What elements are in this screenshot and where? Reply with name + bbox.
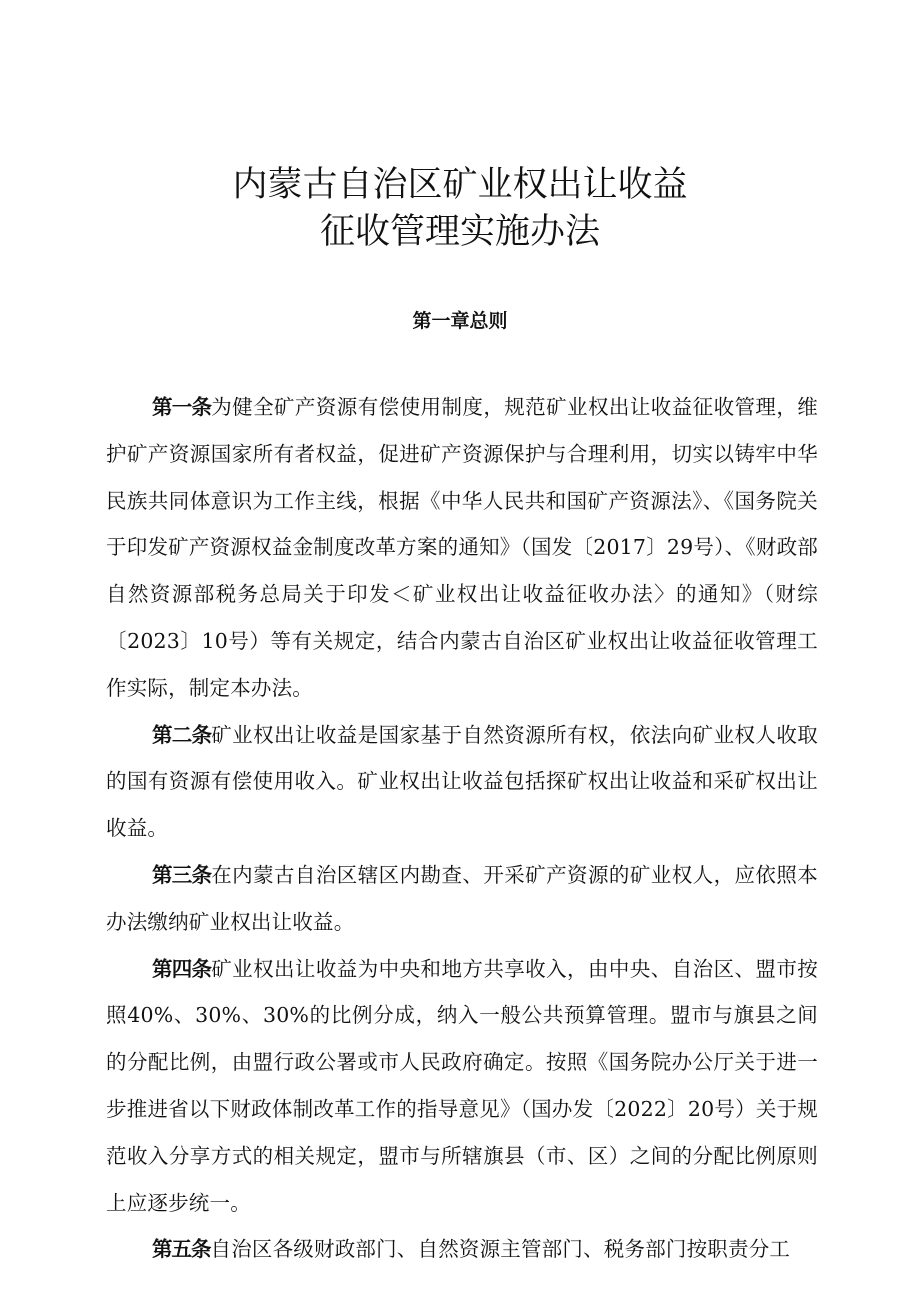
article-2 bbox=[106, 712, 818, 852]
article-4 bbox=[106, 946, 818, 1227]
article-text: 矿业权出让收益为中央和地方共享收入，由中央、自治区、盟市按照40%、30%、30%的比例分成，纳入一般公共预算管理。盟市与旗县之间的分配比例，由盟行政公署或市人民政府确定。按照《国务院办公厅关于进一步推进省以下财政体制改革工作的指导意见》（国办发〔2022〕20号）关于规范收入分享方式的相关规定，盟市与所辖旗县（市、区）之间的分配比例原则上应逐步统一。 bbox=[106, 956, 818, 1215]
article-1 bbox=[106, 384, 818, 712]
document-title-line-1: 内蒙古自治区矿业权出让收益 bbox=[232, 165, 688, 205]
article-text: 在内蒙古自治区辖区内勘查、开采矿产资源的矿业权人，应依照本办法缴纳矿业权出让收益。 bbox=[106, 862, 818, 934]
article-label: 第一条 bbox=[152, 395, 212, 419]
article-text: 自治区各级财政部门、自然资源主管部门、税务部门按职责分工 bbox=[210, 1237, 791, 1262]
chapter-heading: 第一章总则 bbox=[412, 310, 508, 332]
article-label: 第三条 bbox=[152, 862, 212, 887]
article-text: 矿业权出让收益是国家基于自然资源所有权，依法向矿业权人收取的国有资源有偿使用收入。矿业权出让收益包括探矿权出让收益和采矿权出让收益。 bbox=[106, 722, 818, 841]
article-3 bbox=[106, 852, 818, 946]
article-label: 第四条 bbox=[152, 956, 212, 981]
document-title-line-2: 征收管理实施办法 bbox=[319, 212, 600, 252]
article-text: 为健全矿产资源有偿使用制度，规范矿业权出让收益征收管理，维护矿产资源国家所有者权益，促进矿产资源保护与合理利用，切实以铸牢中华民族共同体意识为工作主线，根据《中华人民共和国矿产资源法》、《国务院关于印发矿产资源权益金制度改革方案的通知》（国发〔2017〕29号）、《财政部自然资源部税务总局关于印发＜矿业权出让收益征收办法〉的通知》（财综〔2023〕10号）等有关规定，结合内蒙古自治区矿业权出让收益征收管理工作实际，制定本办法。 bbox=[106, 395, 818, 700]
document-body bbox=[106, 384, 818, 1273]
article-label: 第五条 bbox=[152, 1237, 211, 1262]
article-label: 第二条 bbox=[152, 722, 212, 747]
article-5 bbox=[106, 1226, 818, 1273]
